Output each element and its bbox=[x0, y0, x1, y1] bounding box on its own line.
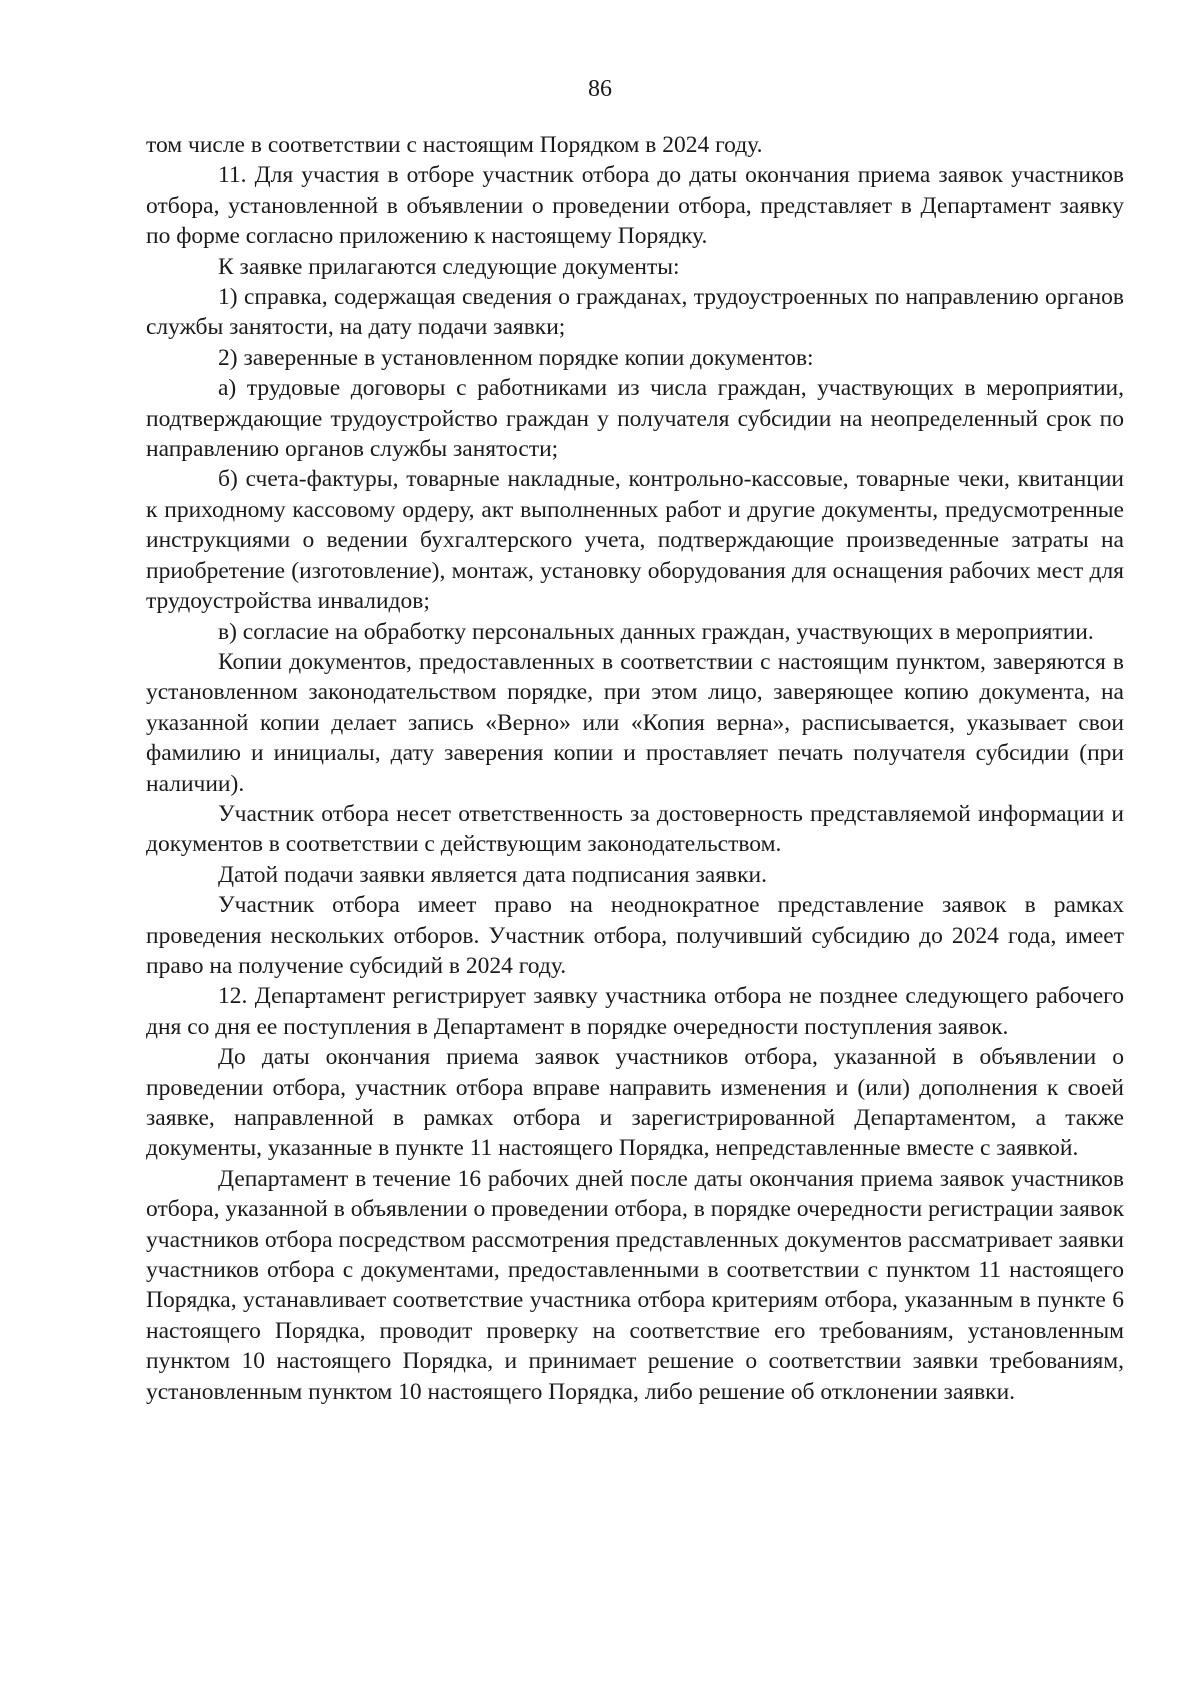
paragraph: 12. Департамент регистрирует заявку участника отбора не позднее следующего рабочего дня со дня ее поступления в Департамент в порядке очередности поступления заявок. bbox=[146, 983, 1124, 1040]
paragraph: Участник отбора имеет право на неоднократное представление заявок в рамках проведения нескольких отборов. Участник отбора, получивший субсидию до 2024 года, имеет право на получение субсидий в 2024 году. bbox=[146, 892, 1124, 979]
paragraph: 11. Для участия в отборе участник отбора до даты окончания приема заявок участников отбора, установленной в объявлении о проведении отбора, представляет в Департамент заявку по форме согласно приложению к настоящему Порядку. bbox=[146, 162, 1124, 250]
paragraph: Датой подачи заявки является дата подписания заявки. bbox=[218, 861, 767, 888]
paragraph: К заявке прилагаются следующие документы: bbox=[218, 253, 680, 280]
paragraph: 1) справка, содержащая сведения о гражданах, трудоустроенных по направлению органов службы занятости, на дату подачи заявки; bbox=[146, 284, 1124, 341]
paragraph: б) счета-фактуры, товарные накладные, контрольно-кассовые, товарные чеки, квитанции к приходному кассовому ордеру, акт выполненных работ и другие документы, предусмотренные инструкциями о ведении бухгалтерского учета, подтверждающие произведенные затраты на приобретение (изготовление), монтаж, установку оборудования для оснащения рабочих мест для трудоустройства инвалидов; bbox=[146, 466, 1124, 615]
paragraph: в) согласие на обработку персональных данных граждан, участвующих в мероприятии. bbox=[218, 618, 1094, 645]
paragraph: Копии документов, предоставленных в соответствии с настоящим пунктом, заверяются в установленном законодательством порядке, при этом лицо, заверяющее копию документа, на указанной копии делает запись «Верно» или «Копия верна», расписывается, указывает свои фамилию и инициалы, дату заверения копии и проставляет печать получателя субсидии (при наличии). bbox=[146, 648, 1124, 797]
document-body bbox=[146, 130, 1124, 1407]
paragraph: Участник отбора несет ответственность за достоверность представляемой информации и документов в соответствии с действующим законодательством. bbox=[146, 800, 1124, 858]
paragraph: 2) заверенные в установленном порядке копии документов: bbox=[218, 344, 814, 371]
page-number: 86 bbox=[588, 76, 612, 102]
paragraph: Департамент в течение 16 рабочих дней после даты окончания приема заявок участников отбора, указанной в объявлении о проведении отбора, в порядке очередности регистрации заявок участников отбора посредством рассмотрения представленных документов рассматривает заявки участников отбора с документами, предоставленными в соответствии с пунктом 11 настоящего Порядка, устанавливает соответствие участника отбора критериям отбора, указанным в пункте 6 настоящего Порядка, проводит проверку на соответствие его требованиям, установленным пунктом 10 настоящего Порядка, и принимает решение о соответствии заявки требованиям, установленным пунктом 10 настоящего Порядка, либо решение об отклонении заявки. bbox=[146, 1165, 1124, 1405]
paragraph: том числе в соответствии с настоящим Порядком в 2024 году. bbox=[146, 132, 763, 158]
paragraph: До даты окончания приема заявок участников отбора, указанной в объявлении о проведении отбора, участник отбора вправе направить изменения и (или) дополнения к своей заявке, направленной в рамках отбора и зарегистрированной Департаментом, а также документы, указанные в пункте 11 настоящего Порядка, непредставленные вместе с заявкой. bbox=[146, 1044, 1124, 1162]
paragraph: а) трудовые договоры с работниками из числа граждан, участвующих в мероприятии, подтверждающие трудоустройство граждан у получателя субсидии на неопределенный срок по направлению органов службы занятости; bbox=[146, 375, 1124, 463]
